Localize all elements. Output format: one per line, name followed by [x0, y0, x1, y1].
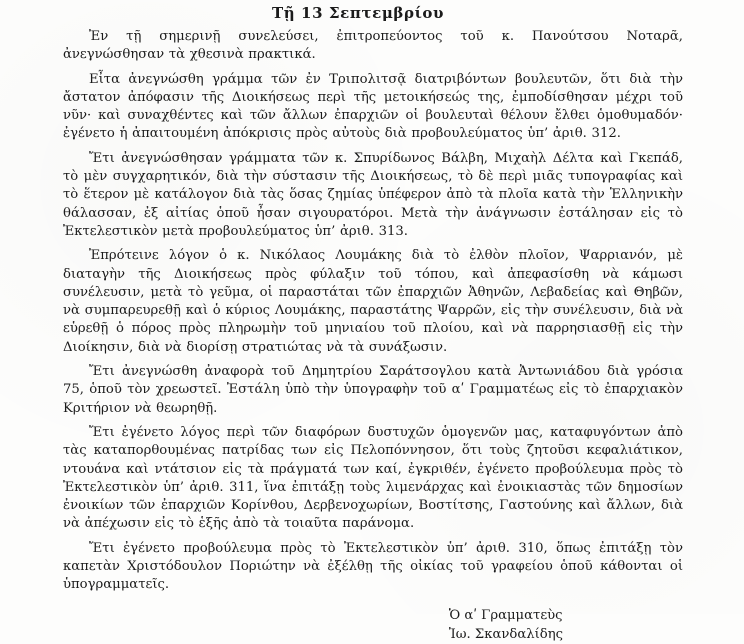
signature-name: Ἰω. Σκανδαλίδης: [448, 626, 563, 642]
signature-role: Ὁ αʹ Γραμματεὺς: [448, 607, 563, 623]
paragraph: Ἔτι ἀνεγνώσθη ἀναφορὰ τοῦ Δημητρίου Σαράτσογλου κατὰ Ἀντωνιάδου διὰ γρόσια 75, ὁποῦ τὸν χρεωστεῖ. Ἐστάλη ὑπὸ τὴν ὑπογραφὴν τοῦ αʹ Γραμματέως εἰς τὸ ἐπαρχιακὸν Κριτήριον νὰ θεωρηθῇ.: [63, 364, 683, 416]
paragraph: Ἔτι ἐγένετο προβούλευμα πρὸς τὸ Ἐκτελεστικὸν ὑπ’ ἀριθ. 310, ὅπως ἐπιτάξῃ τὸν καπετὰν Χριστόδουλον Ποριώτην νὰ ἐξέλθῃ τῆς οἰκίας τοῦ γραφείου ὁποῦ κάθονται οἱ ὑπογραμματεῖς.: [63, 540, 683, 593]
signature-block: [449, 606, 563, 644]
document-title: Τῇ 13 Σεπτεμβρίου: [271, 4, 445, 22]
paragraph: Ἐπρότεινε λόγον ὁ κ. Νικόλαος Λουμάκης διὰ τὸ ἐλθὸν πλοῖον, Ψαρριανόν, μὲ διαταγὴν τῆς Διοικήσεως πρὸς φύλαξιν τοῦ τόπου, καὶ ἀπεφασίσθη νὰ κάμωσι συνέλευσιν, μετὰ τὸ γεῦμα, οἱ παραστάται τῶν ἐπαρχιῶν Ἀθηνῶν, Λεβαδείας καὶ Θηβῶν, νὰ συμπαρευρεθῇ καὶ ὁ κύριος Λουμάκης, παραστάτης Ψαρρῶν, εἰς τὴν συνέλευσιν, διὰ νὰ εὑρεθῇ ὁ πόρος πρὸς πληρωμὴν τοῦ μηνιαίου τοῦ πλοίου, καὶ νὰ παρρησιασθῇ εἰς τὴν Διοίκησιν, διὰ νὰ διορίσῃ στρατιώτας νὰ τὰ συνάξωσιν.: [63, 248, 683, 355]
paragraph: Ἔτι ἐγένετο λόγος περὶ τῶν διαφόρων δυστυχῶν ὁμογενῶν μας, καταφυγόντων ἀπὸ τὰς καταπορθουμένας πατρίδας των εἰς Πελοπόννησον, ὅτι τοὺς ζητοῦσι κεφαλιάτικον, ντουάνα καὶ ντάτσιον εἰς τὰ πράγματά των καί, ἐγκριθέν, ἐγένετο προβούλευμα πρὸς τὸ Ἐκτελεστικὸν ὑπ’ ἀριθ. 311, ἵνα ἐπιτάξῃ τοὺς λιμενάρχας καὶ ἐνοικιαστὰς τῶν δημοσίων ἐνοικίων τῶν ἐπαρχιῶν Κορίνθου, Δερβενοχωρίων, Βοστίτσης, Γαστούνης καὶ ἄλλων, διὰ νὰ ἀπέχωσιν εἰς τὸ ἑξῆς ἀπὸ τὰ τοιαῦτα παράνομα.: [63, 424, 683, 532]
paragraph: Ἐν τῇ σημερινῇ συνελεύσει, ἐπιτροπεύοντος τοῦ κ. Πανούτσου Νοταρᾶ, ἀνεγνώσθησαν τὰ χθεσινὰ πρακτικά.: [63, 29, 683, 63]
paragraph: Ἔτι ἀνεγνώσθησαν γράμματα τῶν κ. Σπυρίδωνος Βάλβη, Μιχαὴλ Δέλτα καὶ Γκεπάδ, τὸ μὲν συγχαρητικόν, διὰ τὴν σύστασιν τῆς Διοικήσεως, τὸ δὲ περὶ μιᾶς τυπογραφίας καὶ τὸ ἕτερον μὲ κατάλογον διὰ τὰς ὅσας ζημίας ὑπέφερον ἀπὸ τὰ πλοῖα κατὰ τὴν Ἑλληνικὴν θάλασσαν, ἐξ αἰτίας ὁποῦ ἦσαν σιγουρατόροι. Μετὰ τὴν ἀνάγνωσιν ἐστάλησαν εἰς τὸ Ἐκτελεστικὸν μετὰ προβουλεύματος ὑπ’ ἀριθ. 313.: [63, 150, 683, 239]
paragraph: Εἶτα ἀνεγνώσθη γράμμα τῶν ἐν Τριπολιτσᾷ διατριβόντων βουλευτῶν, ὅτι διὰ τὴν ἄστατον ἀπόφασιν τῆς Διοικήσεως περὶ τῆς μετοικήσεώς της, ἐμποδίσθησαν μέχρι τοῦ νῦν· καὶ συναχθέντες καὶ τῶν ἄλλων ἐπαρχιῶν οἱ βουλευταὶ θέλουν ἔλθει ὁμοθυμαδόν· ἐγένετο ἡ ἀπαιτουμένη ἀπόκρισις πρὸς αὐτοὺς διὰ προβουλεύματος ὑπ’ ἀριθ. 312.: [63, 71, 683, 142]
